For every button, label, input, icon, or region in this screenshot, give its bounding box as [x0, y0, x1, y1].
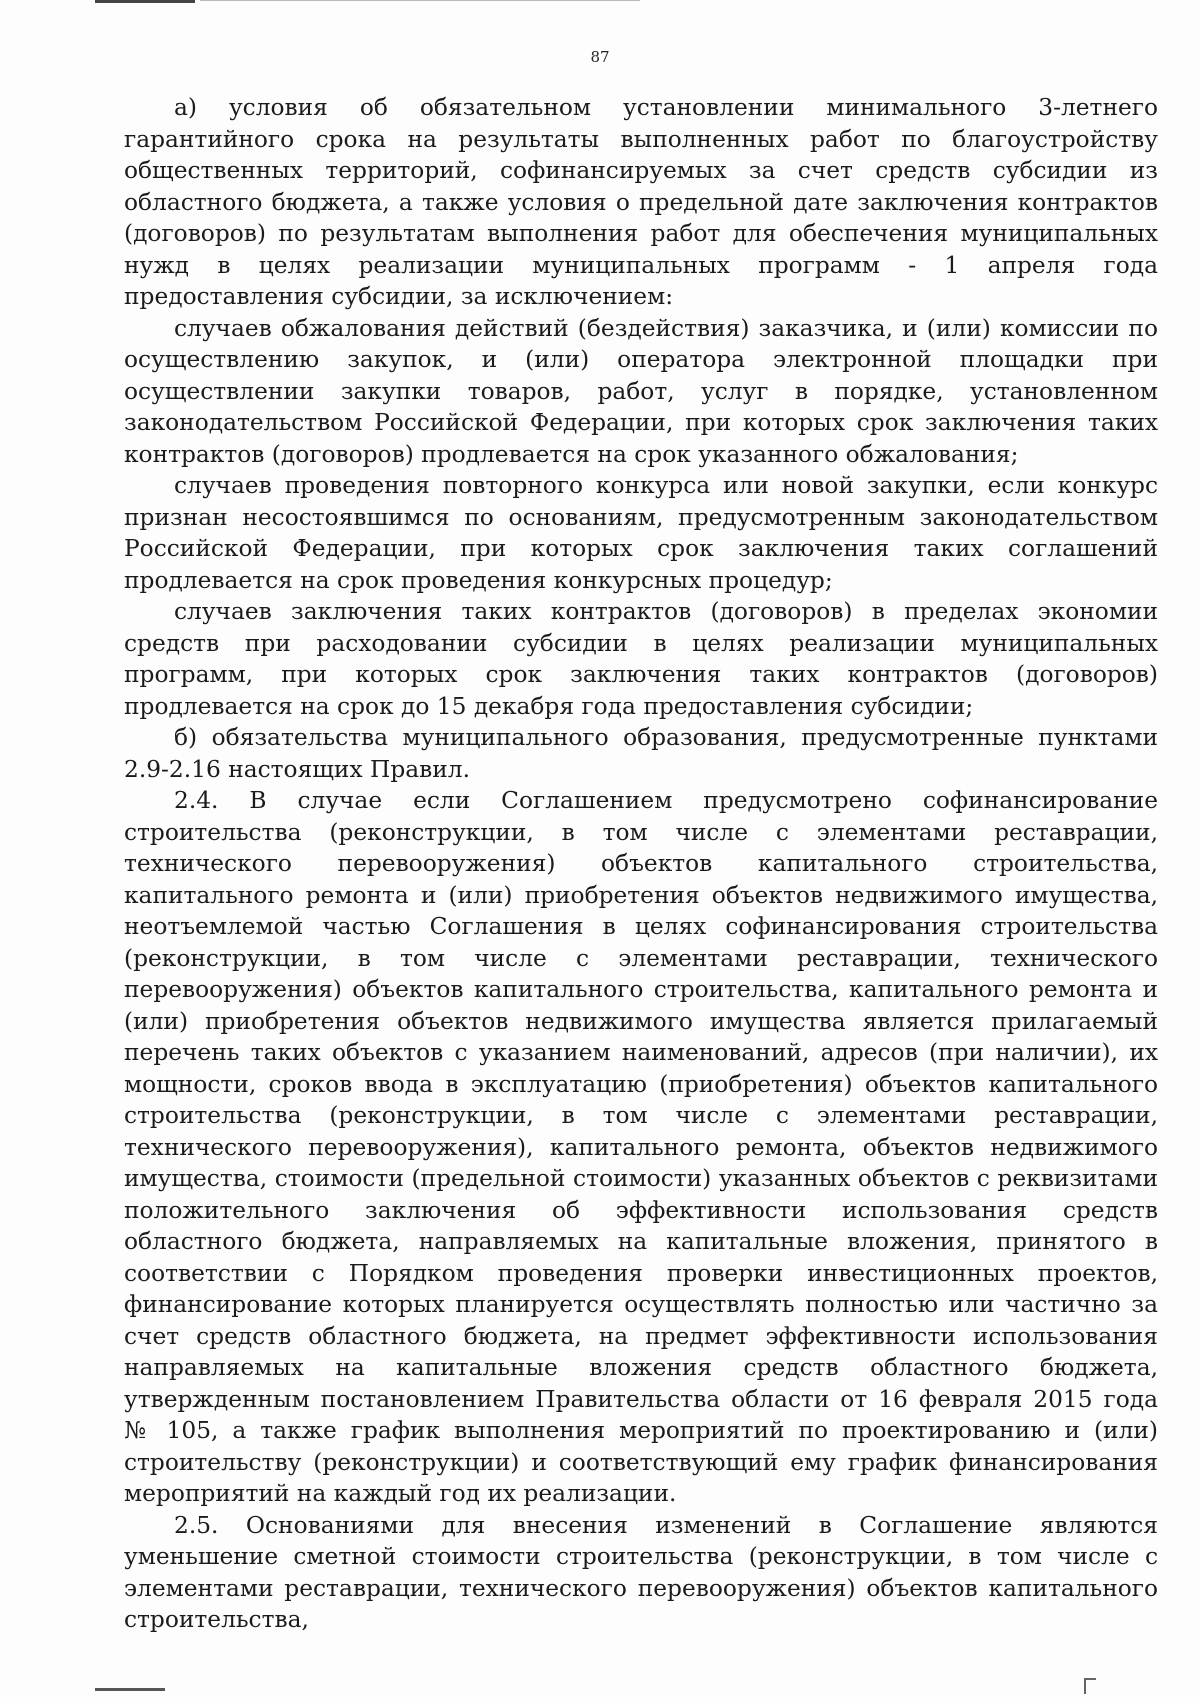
page-number: 87: [590, 48, 610, 66]
paragraph-section-2-4: 2.4. В случае если Соглашением предусмотрено софинансирование строительства (реконструкции, в том числе с элементами реставрации, технического перевооружения) объектов капитального строительства, капитального ремонта и (или) приобретения объектов недвижимого имущества, неотъемлемой частью Соглашения в целях софинансирования строительства (реконструкции, в том числе с элементами реставрации, технического перевооружения) объектов капитального строительства, капитального ремонта и (или) приобретения объектов недвижимого имущества является прилагаемый перечень таких объектов с указанием наименований, адресов (при наличии), их мощности, сроков ввода в эксплуатацию (приобретения) объектов капитального строительства (реконструкции, в том числе с элементами реставрации, технического перевооружения), капитального ремонта, объектов недвижимого имущества, стоимости (предельной стоимости) указанных объектов с реквизитами положительного заключения об эффективности использования средств областного бюджета, направляемых на капитальные вложения, принятого в соответствии с Порядком проведения проверки инвестиционных проектов, финансирование которых планируется осуществлять полностью или частично за счет средств областного бюджета, на предмет эффективности использования направляемых на капитальные вложения средств областного бюджета, утвержденным постановлением Правительства области от 16 февраля 2015 года № 105, а также график выполнения мероприятий по проектированию и (или) строительству (реконструкции) и соответствующий ему график финансирования мероприятий на каждый год их реализации.: [124, 787, 1158, 1507]
paragraph-savings-exception: случаев заключения таких контрактов (договоров) в пределах экономии средств при расходовании субсидии в целях реализации муниципальных программ, при которых срок заключения таких контрактов (договоров) продлевается на срок до 15 декабря года предоставления субсидии;: [124, 598, 1158, 720]
scan-artifact-bottom: [95, 1688, 165, 1691]
paragraph-clause-a: а) условия об обязательном установлении минимального 3-летнего гарантийного срока на результаты выполненных работ по благоустройству общественных территорий, софинансируемых за счет средств субсидии из областного бюджета, а также условия о предельной дате заключения контрактов (договоров) по результатам выполнения работ для обеспечения муниципальных нужд в целях реализации муниципальных программ - 1 апреля года предоставления субсидии, за исключением:: [124, 94, 1158, 310]
scan-artifact-top-line: [200, 0, 640, 1]
scan-artifact-top: [95, 0, 195, 3]
paragraph-clause-b: б) обязательства муниципального образования, предусмотренные пунктами 2.9-2.16 настоящих Правил.: [124, 724, 1158, 783]
paragraph-section-2-5: 2.5. Основаниями для внесения изменений в Соглашение являются уменьшение сметной стоимости строительства (реконструкции, в том числе с элементами реставрации, технического перевооружения) объектов капитального строительства,: [124, 1511, 1158, 1633]
paragraph-appeal-exception: случаев обжалования действий (бездействия) заказчика, и (или) комиссии по осуществлению закупок, и (или) оператора электронной площадки при осуществлении закупки товаров, работ, услуг в порядке, установленном законодательством Российской Федерации, при которых срок заключения таких контрактов (договоров) продлевается на срок указанного обжалования;: [124, 314, 1158, 468]
paragraph-repeat-tender-exception: случаев проведения повторного конкурса или новой закупки, если конкурс признан несостоявшимся по основаниям, предусмотренным законодательством Российской Федерации, при которых срок заключения таких соглашений продлевается на срок проведения конкурсных процедур;: [124, 472, 1158, 594]
scan-artifact-corner: [1084, 1678, 1096, 1694]
document-body: [124, 92, 1158, 1636]
